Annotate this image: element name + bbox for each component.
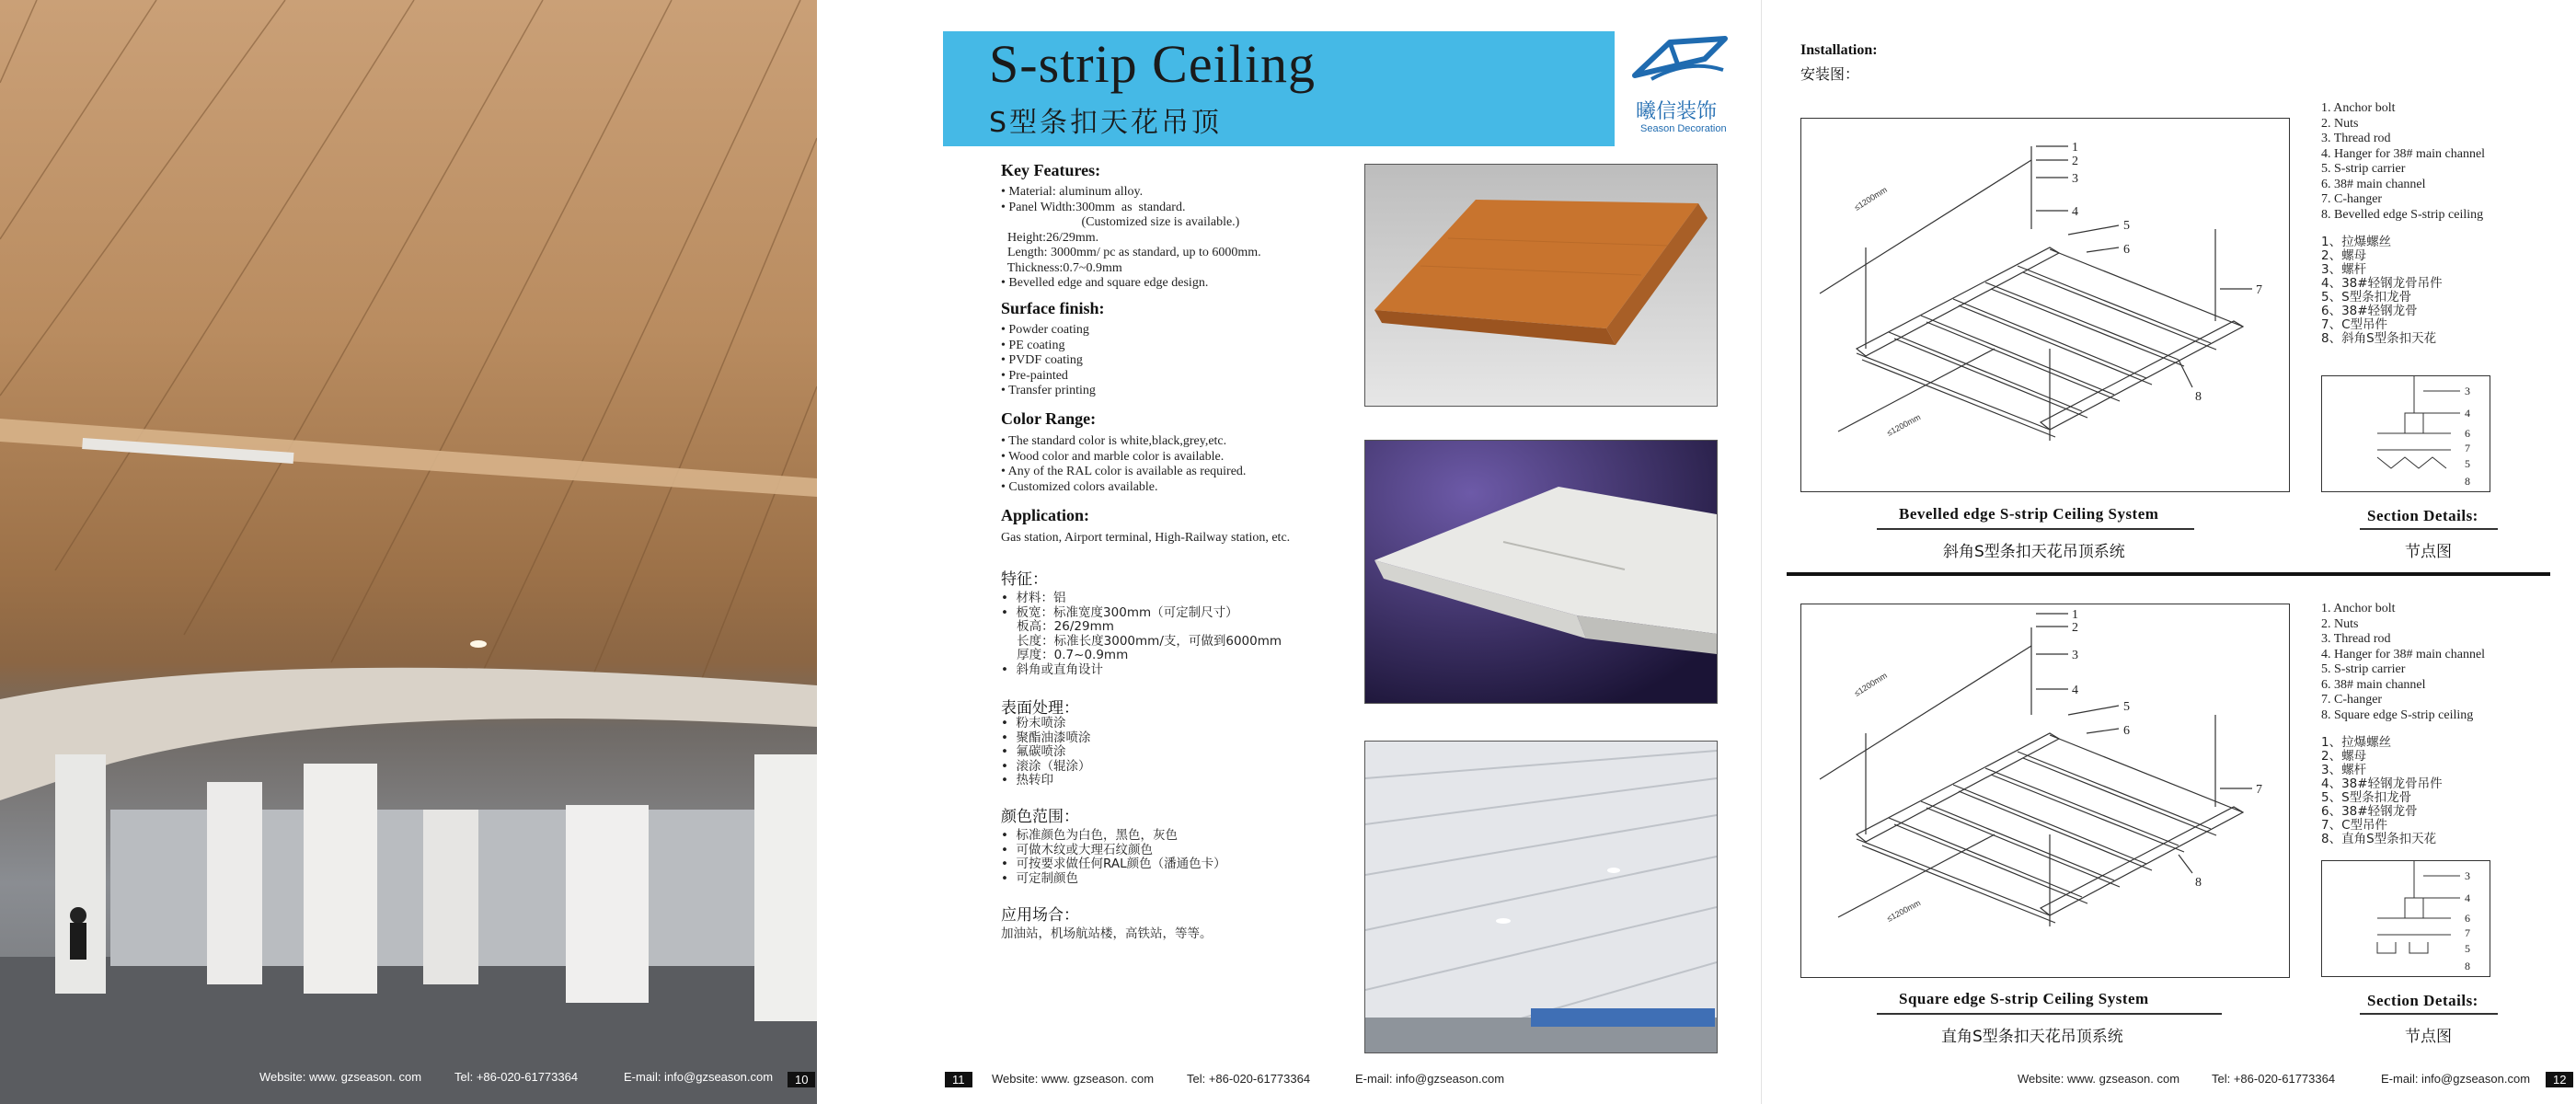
callout-number: 5 [2123,219,2130,233]
legend-item: 6. 38# main channel [2321,177,2426,191]
surface-cn-item: • 聚酯油漆喷涂 [1001,730,1091,745]
feature-cn-item: 长度：标准长度3000mm/支，可做到6000mm [1001,633,1282,649]
legend-item-cn: 2、螺母 [2321,248,2367,263]
surface-cn-list [1001,717,1091,788]
wood-panel-illustration [1365,165,1717,406]
callout-number: 4 [2072,684,2078,697]
square-section-title-cn: 节点图 [2405,1028,2452,1046]
legend-item: 1. Anchor bolt [2321,602,2396,615]
features-cn-list [1001,592,1282,677]
square-caption: Square edge S-strip Ceiling System [1899,990,2149,1007]
application-cn-heading: 应用场合： [1001,906,1079,925]
ceiling-photo-illustration [0,0,817,1104]
legend-item: 1. Anchor bolt [2321,101,2396,115]
bevelled-caption: Bevelled edge S-strip Ceiling System [1899,505,2159,523]
surface-finish-item: • Powder coating [1001,323,1089,337]
callout-number: 8 [2465,475,2470,488]
legend-item: 6. 38# main channel [2321,677,2426,692]
key-feature-item: (Customized size is available.) [1001,215,1240,229]
callout-number: 6 [2465,912,2470,925]
footer-website-11: Website: www. gzseason. com [992,1072,1155,1086]
surface-cn-heading: 表面处理： [1001,699,1079,718]
feature-cn-item: 板高：26/29mm [1001,619,1114,634]
key-feature-item: Thickness:0.7~0.9mm [1001,260,1122,275]
dimension-label-lower: ≤1200mm [1885,412,1923,438]
logo-icon [1615,31,1753,96]
page-number: 10 [788,1072,815,1087]
feature-cn-item: • 斜角或直角设计 [1001,661,1104,677]
page-gap [817,0,943,1104]
legend-item: 3. Thread rod [2321,132,2391,145]
callout-number: 5 [2123,700,2130,714]
key-feature-item: • Material: aluminum alloy. [1001,185,1144,199]
callout-number: 7 [2256,783,2262,797]
surface-cn-item: • 滚涂（辊涂） [1001,758,1091,774]
callout-number: 5 [2465,457,2470,470]
application-heading: Application: [1001,506,1090,524]
callout-number: 1 [2072,608,2078,622]
perforated-panel-illustration [1365,441,1717,703]
surface-finish-item: • Pre-painted [1001,368,1068,383]
page-number-12: 12 [2546,1072,2573,1087]
legend-item-cn: 8、斜角S型条扣天花 [2321,331,2437,346]
features-cn-heading: 特征： [1001,570,1048,589]
legend-item: 7. C-hanger [2321,192,2383,206]
footer-email-11: E-mail: info@gzseason.com [1355,1072,1505,1086]
callout-number: 3 [2072,172,2078,186]
bevelled-section-title-cn: 节点图 [2405,543,2452,561]
feature-cn-item: • 板宽：标准宽度300mm（可定制尺寸） [1001,604,1238,620]
callout-number: 4 [2465,407,2470,420]
legend-item: 3. Thread rod [2321,632,2391,646]
key-feature-item: • Panel Width:300mm as standard. [1001,200,1186,214]
page-number-11: 11 [945,1072,972,1087]
legend-item-cn: 4、38#轻钢龙骨吊件 [2321,276,2443,291]
ceiling-photo [0,0,817,1104]
color-cn-item: • 可定制颜色 [1001,870,1079,886]
legend-item: 5. S-strip carrier [2321,162,2406,176]
legend-item: 5. S-strip carrier [2321,662,2406,676]
callout-number: 8 [2465,960,2470,972]
bevelled-section-detail [2321,375,2490,492]
legend-item-cn: 7、C型吊件 [2321,317,2388,332]
color-range-list [1001,434,1246,495]
footer-tel: Tel: +86-020-61773364 [454,1070,579,1084]
page-title-cn: S型条扣天花吊顶 [989,107,1223,139]
bevelled-legend-cn [2321,236,2443,346]
bevelled-caption-cn: 斜角S型条扣天花吊顶系统 [1943,543,2125,561]
key-feature-item: • Bevelled edge and square edge design. [1001,276,1209,290]
page-divider [1761,0,1762,1104]
callout-number: 1 [2072,141,2078,155]
callout-number: 4 [2465,891,2470,904]
color-cn-item: • 可按要求做任何RAL颜色（潘通色卡） [1001,857,1226,871]
callout-number: 7 [2465,926,2470,939]
callout-number: 2 [2072,155,2078,168]
legend-item-cn: 5、S型条扣龙骨 [2321,290,2412,305]
logo-text-cn: 曦信装饰 [1636,100,1718,123]
color-cn-item: • 标准颜色为白色，黑色，灰色 [1001,828,1179,843]
square-section-detail [2321,860,2490,977]
key-feature-item: Length: 3000mm/ pc as standard, up to 6000mm. [1001,246,1261,259]
color-cn-list [1001,829,1226,886]
footer-tel-11: Tel: +86-020-61773364 [1187,1072,1311,1086]
footer-website-12: Website: www. gzseason. com [2018,1072,2180,1086]
bevelled-section-underline [2360,528,2498,530]
legend-item-cn: 8、直角S型条扣天花 [2321,832,2437,846]
callout-number: 7 [2465,442,2470,454]
bevelled-section-drawing [2322,376,2490,491]
bevelled-legend-en [2321,101,2485,223]
installed-ceiling-illustration [1365,742,1717,1052]
footer-website: Website: www. gzseason. com [259,1070,422,1084]
color-cn-item: • 可做木纹或大理石纹颜色 [1001,842,1154,857]
key-feature-item: Height:26/29mm. [1001,230,1099,245]
legend-item-cn: 3、螺杆 [2321,262,2367,277]
square-system-diagram [1800,604,2290,978]
callout-number: 8 [2195,876,2202,890]
square-caption-underline [1877,1013,2222,1015]
surface-finish-list [1001,323,1096,399]
dimension-label-sq: ≤1200mm [1852,671,1889,698]
legend-item: 8. Bevelled edge S-strip ceiling [2321,207,2484,222]
installation-heading: Installation: [1800,42,1878,58]
legend-item: 4. Hanger for 38# main channel [2321,647,2486,661]
surface-finish-heading: Surface finish: [1001,299,1105,317]
surface-finish-item: • PE coating [1001,338,1065,352]
bevelled-system-diagram [1800,118,2290,492]
feature-cn-item: 厚度：0.7~0.9mm [1001,648,1129,662]
dimension-label-sq-lower: ≤1200mm [1885,898,1923,924]
square-legend-cn [2321,736,2443,846]
callout-number: 7 [2256,283,2262,297]
key-features-heading: Key Features: [1001,161,1101,179]
square-section-title: Section Details: [2367,992,2478,1009]
footer-tel-12: Tel: +86-020-61773364 [2212,1072,2336,1086]
callout-number: 6 [2123,243,2130,257]
callout-number: 3 [2465,385,2470,397]
footer-email-12: E-mail: info@gzseason.com [2381,1072,2531,1086]
color-range-item: • Any of the RAL color is available as required. [1001,465,1247,478]
legend-item: 4. Hanger for 38# main channel [2321,146,2486,161]
surface-cn-item: • 热转印 [1001,773,1054,788]
wood-panel-image [1364,164,1718,407]
square-diagram-drawing [1801,604,2289,977]
legend-item-cn: 1、拉爆螺丝 [2321,235,2392,249]
legend-item-cn: 2、螺母 [2321,749,2367,764]
logo-text-en: Season Decoration [1640,123,1727,134]
dimension-label: ≤1200mm [1852,185,1889,213]
color-range-item: • Wood color and marble color is available. [1001,449,1225,464]
square-legend-en [2321,602,2485,723]
color-range-item: • Customized colors available. [1001,479,1158,494]
installed-ceiling-image [1364,741,1718,1053]
application-text: Gas station, Airport terminal, High-Railway station, etc. [1001,531,1291,545]
legend-item: 7. C-hanger [2321,693,2383,707]
bevelled-caption-underline [1877,528,2194,530]
page-title: S-strip Ceiling [989,34,1316,94]
surface-finish-item: • Transfer printing [1001,384,1096,397]
legend-item-cn: 7、C型吊件 [2321,818,2388,833]
legend-item-cn: 3、螺杆 [2321,763,2367,777]
square-section-underline [2360,1013,2498,1015]
surface-cn-item: • 氟碳喷涂 [1001,744,1066,759]
callout-number: 6 [2465,427,2470,440]
legend-item: 2. Nuts [2321,616,2359,631]
section-divider [1787,572,2550,576]
application-cn-text: 加油站，机场航站楼，高铁站，等等。 [1001,926,1213,941]
perforated-panel-image [1364,440,1718,704]
feature-cn-item: • 材料：铝 [1001,591,1066,605]
legend-item-cn: 5、S型条扣龙骨 [2321,790,2412,805]
legend-item-cn: 6、38#轻钢龙骨 [2321,804,2418,819]
callout-number: 3 [2072,649,2078,662]
key-features-list [1001,185,1261,292]
square-section-drawing [2322,861,2490,976]
color-range-item: • The standard color is white,black,grey,etc. [1001,434,1227,448]
color-cn-heading: 颜色范围： [1001,808,1079,826]
callout-number: 3 [2465,869,2470,882]
color-range-heading: Color Range: [1001,409,1097,428]
legend-item-cn: 4、38#轻钢龙骨吊件 [2321,776,2443,791]
callout-number: 4 [2072,205,2078,219]
footer-email: E-mail: info@gzseason.com [624,1070,774,1084]
callout-number: 6 [2123,724,2130,738]
legend-item: 8. Square edge S-strip ceiling [2321,707,2474,722]
callout-number: 8 [2195,390,2202,404]
surface-finish-item: • PVDF coating [1001,353,1083,367]
callout-number: 2 [2072,621,2078,635]
square-caption-cn: 直角S型条扣天花吊顶系统 [1941,1028,2123,1046]
surface-cn-item: • 粉末喷涂 [1001,716,1066,730]
legend-item-cn: 1、拉爆螺丝 [2321,735,2392,750]
legend-item: 2. Nuts [2321,116,2359,131]
installation-heading-cn: 安装图： [1800,65,1860,83]
legend-item-cn: 6、38#轻钢龙骨 [2321,304,2418,318]
bevelled-section-title: Section Details: [2367,507,2478,524]
callout-number: 5 [2465,942,2470,955]
bevelled-diagram-drawing [1801,119,2289,491]
